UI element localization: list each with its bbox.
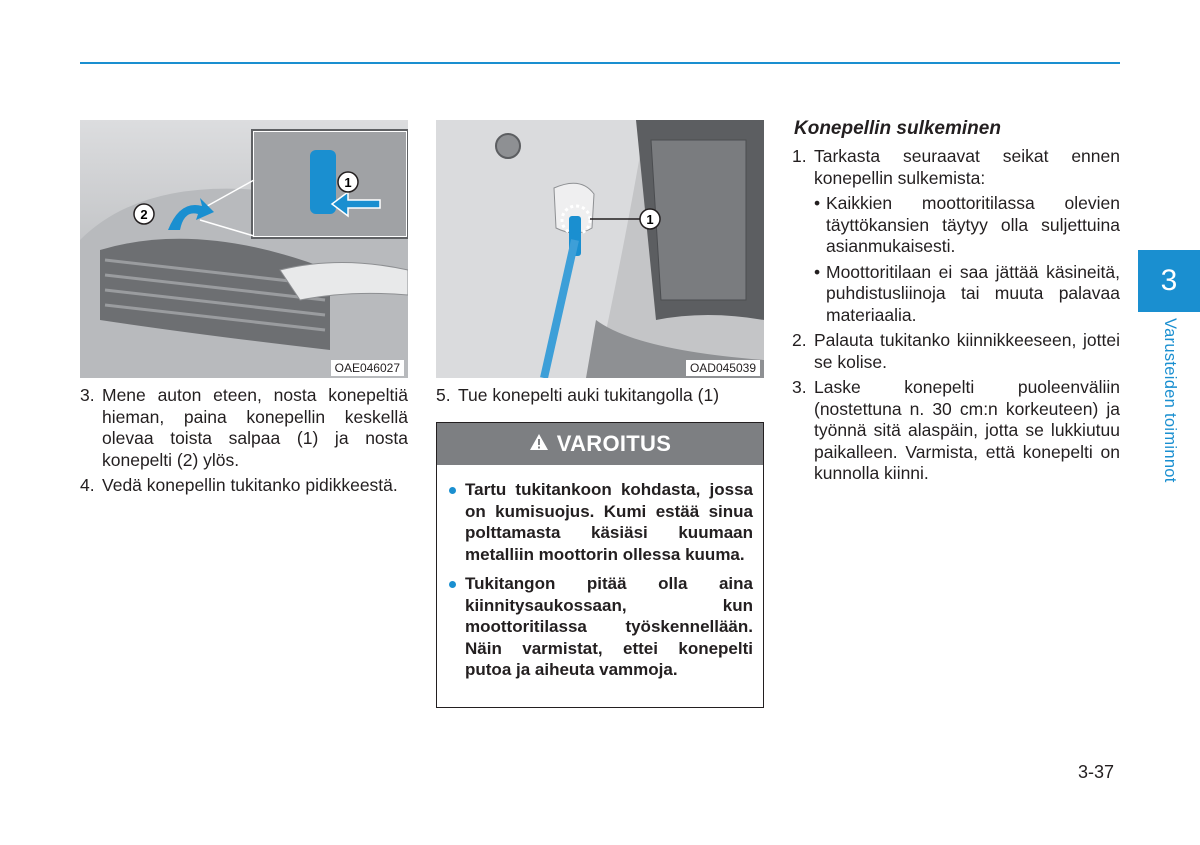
closing-steps <box>792 146 1120 489</box>
warning-item: Tukitangon pitää olla aina kiinnitysaukossaan, kun moottoritilassa työskennellään. Näin varmistat, ettei konepelti putoa ja aiheuta vammoja. <box>447 573 753 681</box>
support-rod-illustration <box>436 120 764 378</box>
page-number: 3-37 <box>1078 762 1115 782</box>
callout-2: 2 <box>140 207 148 222</box>
chapter-label: Varusteiden toiminnot <box>1161 318 1179 483</box>
warning-box <box>436 422 764 708</box>
section-title: Konepellin sulkeminen <box>794 118 1001 139</box>
warning-item: Tartu tukitankoon kohdasta, jossa on kumisuojus. Kumi estää sinua polttamasta käsiäsi kuumaan metalliin moottorin ollessa kuuma. <box>447 479 753 565</box>
warning-list <box>437 465 763 681</box>
closing-step-3: 3. Laske konepelti puoleenväliin (nostettuna n. 30 cm:n korkeuteen) ja työnnä sitä alaspäin, jotta se lukkiutuu paikalleen. Varmista, että konepelti on kunnolla kiinni. <box>792 377 1120 483</box>
step-3: 3. Mene auton eteen, nosta konepeltiä hieman, paina konepellin keskellä olevaa toista salpaa (1) ja nosta konepelti (2) ylös. <box>80 385 408 470</box>
chapter-tab: 3 <box>1138 250 1200 312</box>
warning-header <box>437 423 763 465</box>
top-rule <box>80 62 1120 64</box>
car-front-illustration <box>80 120 408 378</box>
figure-code: OAE046027 <box>331 360 404 376</box>
callout-1: 1 <box>344 175 352 190</box>
checklist-item: • Kaikkien moottoritilassa olevien täyttökansien täytyy olla suljettuina asianmukaisesti. <box>814 193 1120 258</box>
middle-steps <box>436 385 764 411</box>
step-5: 5. Tue konepelti auki tukitangolla (1) <box>436 385 720 405</box>
closing-step-2: 2. Palauta tukitanko kiinnikkeeseen, jottei se kolise. <box>792 330 1120 372</box>
bullet-dot-icon <box>449 487 456 494</box>
checklist-item: • Moottoritilaan ei saa jättää käsineitä, puhdistusliinoja tai muuta palavaa materiaalia. <box>814 262 1120 327</box>
step-4: 4. Vedä konepellin tukitanko pidikkeestä. <box>80 475 398 495</box>
figure-code: OAD045039 <box>686 360 760 376</box>
hood-latch-figure <box>80 120 408 378</box>
callout-1: 1 <box>646 212 654 227</box>
bullet-dot-icon <box>449 581 456 588</box>
warning-title: VAROITUS <box>556 431 672 456</box>
closing-step-1: 1. Tarkasta seuraavat seikat ennen konepellin sulkemista: • Kaikkien moottoritilassa olevien täyttökansien täytyy olla suljettuina asianmukaisesti. • Moottoritilaan ei saa jättää käsineitä, puhdistusliinoja tai muuta palavaa materiaalia. <box>792 146 1120 326</box>
warning-triangle-icon <box>529 431 549 457</box>
closing-checklist <box>814 193 1120 326</box>
support-rod-figure <box>436 120 764 378</box>
left-steps <box>80 385 408 501</box>
